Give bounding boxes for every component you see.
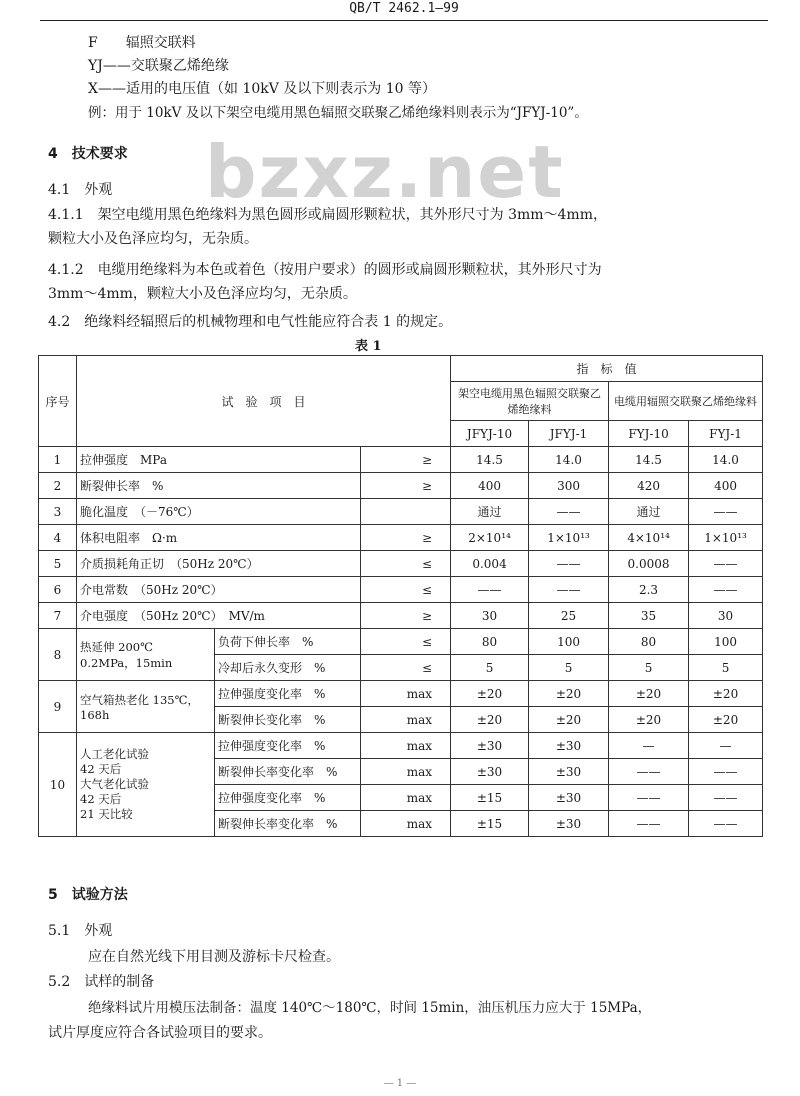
row-item: 拉伸强度 MPa — [77, 447, 361, 473]
cell-value: 5 — [451, 655, 529, 681]
table-row — [39, 525, 763, 551]
cell-value: —— — [689, 499, 763, 525]
table-row — [39, 629, 763, 655]
group-atmospheric-days: 42 天后 — [80, 792, 122, 806]
table-head-row — [39, 356, 763, 382]
cell-value: ±30 — [451, 733, 529, 759]
para-4-1-1-b: 颗粒大小及色泽应均匀，无杂质。 — [48, 231, 258, 247]
row-no: 7 — [39, 603, 77, 629]
spec-table — [38, 355, 763, 837]
page-number: — 1 — — [383, 1078, 417, 1089]
para-4-1-2-b: 3mm～4mm，颗粒大小及色泽应均匀，无杂质。 — [48, 286, 357, 302]
row-item: 拉伸强度变化率 % — [215, 733, 361, 759]
head-item: 试 验 项 目 — [77, 356, 451, 447]
row-no: 6 — [39, 577, 77, 603]
cell-value: —— — [609, 759, 689, 785]
cell-value: 5 — [689, 655, 763, 681]
group-artificial-days: 42 天后 — [80, 762, 122, 776]
head-index: 指 标 值 — [451, 356, 763, 382]
row-no: 5 — [39, 551, 77, 577]
table-row — [39, 473, 763, 499]
cell-value: —— — [609, 785, 689, 811]
cell-value: 14.0 — [529, 447, 609, 473]
cell-value: ±30 — [529, 733, 609, 759]
row-item: 断裂伸长率变化率 % — [215, 759, 361, 785]
cell-value: ±15 — [451, 811, 529, 837]
row-sym: max — [361, 733, 451, 759]
line-yj: YJ——交联聚乙烯绝缘 — [88, 58, 229, 74]
group-artificial: 人工老化试验 — [80, 747, 149, 761]
table-row — [39, 733, 763, 759]
cell-value: ±30 — [529, 785, 609, 811]
cell-value: 300 — [529, 473, 609, 499]
row-sym: ≥ — [361, 447, 451, 473]
section-4: 4 技术要求 — [48, 146, 128, 162]
row-group — [77, 733, 215, 837]
row-item: 冷却后永久变形 % — [215, 655, 361, 681]
row-item: 负荷下伸长率 % — [215, 629, 361, 655]
cell-value: 1×10¹³ — [689, 525, 763, 551]
cell-value: ±20 — [529, 681, 609, 707]
cell-value: ±20 — [609, 707, 689, 733]
row-item: 断裂伸长率变化率 % — [215, 811, 361, 837]
cell-value: 14.5 — [451, 447, 529, 473]
cell-value: 100 — [689, 629, 763, 655]
row-sym: max — [361, 811, 451, 837]
row-group: 空气箱热老化 135℃，168h — [77, 681, 215, 733]
cell-value: ±30 — [529, 759, 609, 785]
row-item: 介电常数 （50Hz 20℃） — [77, 577, 361, 603]
head-col: JFYJ-10 — [451, 421, 529, 447]
cell-value: 80 — [609, 629, 689, 655]
cell-value: 1×10¹³ — [529, 525, 609, 551]
row-no: 8 — [39, 629, 77, 681]
row-sym: ≤ — [361, 655, 451, 681]
cell-value: ±20 — [451, 681, 529, 707]
row-no: 1 — [39, 447, 77, 473]
row-no: 10 — [39, 733, 77, 837]
head-col: FYJ-1 — [689, 421, 763, 447]
table-caption: 表 1 — [355, 339, 382, 354]
cell-value: —— — [689, 577, 763, 603]
cell-value: 4×10¹⁴ — [609, 525, 689, 551]
head-group2: 电缆用辐照交联聚乙烯绝缘料 — [609, 382, 763, 421]
para-5-2-b: 试片厚度应符合各试验项目的要求。 — [48, 1025, 272, 1041]
cell-value: ±30 — [451, 759, 529, 785]
cell-value: 14.0 — [689, 447, 763, 473]
line-f: F 辐照交联料 — [88, 35, 196, 51]
cell-value: 420 — [609, 473, 689, 499]
row-sym: max — [361, 681, 451, 707]
watermark: bzxz.net — [205, 130, 565, 214]
row-no: 9 — [39, 681, 77, 733]
cell-value: 2×10¹⁴ — [451, 525, 529, 551]
cell-value: —— — [689, 785, 763, 811]
row-item: 体积电阻率 Ω·m — [77, 525, 361, 551]
head-no: 序号 — [39, 356, 77, 447]
cell-value: 5 — [609, 655, 689, 681]
row-no: 3 — [39, 499, 77, 525]
table-row — [39, 447, 763, 473]
row-sym: ≥ — [361, 525, 451, 551]
row-sym — [361, 499, 451, 525]
table-row — [39, 681, 763, 707]
para-4-1-1-a: 4.1.1 架空电缆用黑色绝缘料为黑色圆形或扁圆形颗粒状，其外形尺寸为 3mm～4mm， — [48, 207, 607, 223]
row-sym: ≤ — [361, 551, 451, 577]
cell-value: 35 — [609, 603, 689, 629]
cell-value: 25 — [529, 603, 609, 629]
page-header — [40, 0, 768, 21]
cell-value: —— — [529, 551, 609, 577]
cell-value: 400 — [451, 473, 529, 499]
cell-value: 通过 — [451, 499, 529, 525]
table-row — [39, 577, 763, 603]
para-4-1-2-a: 4.1.2 电缆用绝缘料为本色或着色（按用户要求）的圆形或扁圆形颗粒状，其外形尺寸为 — [48, 262, 602, 278]
cell-value: —— — [689, 551, 763, 577]
row-item: 脆化温度 （－76℃） — [77, 499, 361, 525]
table-row — [39, 499, 763, 525]
row-sym: ≥ — [361, 603, 451, 629]
cell-value: —— — [529, 577, 609, 603]
cell-value: —— — [451, 577, 529, 603]
line-example: 例：用于 10kV 及以下架空电缆用黑色辐照交联聚乙烯绝缘料则表示为“JFYJ-10”。 — [88, 105, 588, 121]
cell-value: ±20 — [689, 681, 763, 707]
cell-value: 5 — [529, 655, 609, 681]
cell-value: 2.3 — [609, 577, 689, 603]
cell-value: ±30 — [529, 811, 609, 837]
row-item: 拉伸强度变化率 % — [215, 681, 361, 707]
section-4-1: 4.1 外观 — [48, 182, 113, 198]
cell-value: ±20 — [609, 681, 689, 707]
cell-value: 0.0008 — [609, 551, 689, 577]
cell-value: — — [689, 733, 763, 759]
cell-value: 0.004 — [451, 551, 529, 577]
cell-value: 通过 — [609, 499, 689, 525]
row-sym: ≤ — [361, 629, 451, 655]
cell-value: —— — [689, 759, 763, 785]
line-x: X——适用的电压值（如 10kV 及以下则表示为 10 等） — [88, 81, 436, 97]
group-atmospheric: 大气老化试验 — [80, 777, 149, 791]
section-5-2: 5.2 试样的制备 — [48, 974, 155, 990]
row-no: 4 — [39, 525, 77, 551]
standard-code: QB/T 2462.1—99 — [349, 1, 459, 16]
cell-value: —— — [529, 499, 609, 525]
cell-value: —— — [689, 811, 763, 837]
table-row — [39, 603, 763, 629]
para-4-2: 4.2 绝缘料经辐照后的机械物理和电气性能应符合表 1 的规定。 — [48, 314, 453, 330]
row-no: 2 — [39, 473, 77, 499]
para-5-1: 应在自然光线下用目测及游标卡尺检查。 — [88, 949, 340, 965]
row-item: 介电强度 （50Hz 20℃） MV/m — [77, 603, 361, 629]
cell-value: — — [609, 733, 689, 759]
row-item: 断裂伸长率 % — [77, 473, 361, 499]
cell-value: ±20 — [451, 707, 529, 733]
row-item: 介质损耗角正切 （50Hz 20℃） — [77, 551, 361, 577]
cell-value: 80 — [451, 629, 529, 655]
section-5: 5 试验方法 — [48, 887, 128, 903]
row-sym: max — [361, 707, 451, 733]
head-group1: 架空电缆用黑色辐照交联聚乙烯绝缘料 — [451, 382, 609, 421]
cell-value: 30 — [689, 603, 763, 629]
cell-value: ±20 — [529, 707, 609, 733]
row-sym: ≤ — [361, 577, 451, 603]
cell-value: 30 — [451, 603, 529, 629]
head-col: JFYJ-1 — [529, 421, 609, 447]
row-sym: max — [361, 759, 451, 785]
cell-value: 400 — [689, 473, 763, 499]
table-row — [39, 551, 763, 577]
cell-value: —— — [609, 811, 689, 837]
head-col: FYJ-10 — [609, 421, 689, 447]
section-5-1: 5.1 外观 — [48, 923, 113, 939]
row-group: 热延伸 200℃ 0.2MPa，15min — [77, 629, 215, 681]
cell-value: 100 — [529, 629, 609, 655]
cell-value: ±15 — [451, 785, 529, 811]
row-item: 拉伸强度变化率 % — [215, 785, 361, 811]
cell-value: ±20 — [689, 707, 763, 733]
row-sym: max — [361, 785, 451, 811]
cell-value: 14.5 — [609, 447, 689, 473]
row-sym: ≥ — [361, 473, 451, 499]
row-item: 断裂伸长变化率 % — [215, 707, 361, 733]
group-compare-days: 21 天比较 — [80, 807, 133, 821]
para-5-2-a: 绝缘料试片用模压法制备：温度 140℃～180℃，时间 15min，油压机压力应大于 15MPa， — [88, 1000, 652, 1016]
